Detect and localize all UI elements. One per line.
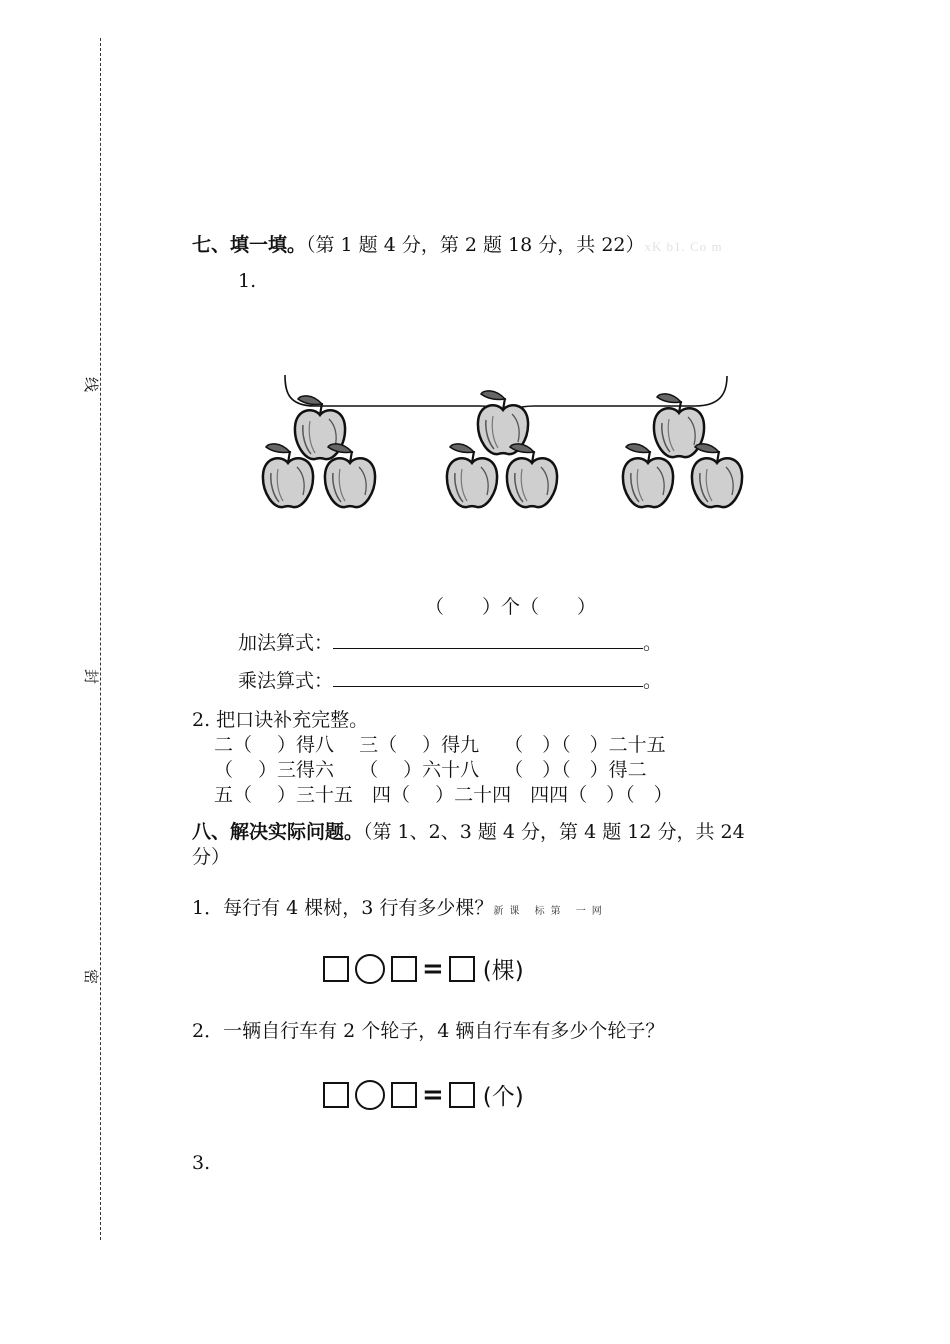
answer-box[interactable] [323,956,349,982]
apple-icon [692,444,742,507]
unit-label: (个) [482,1084,524,1110]
answer-box[interactable] [323,1082,349,1108]
problem-3-label: 3. [192,1152,211,1174]
formula-2 [323,1078,524,1111]
answer-box[interactable] [449,956,475,982]
binding-dashed-line [100,38,101,1240]
section7-scoring: （第 1 题 4 分，第 2 题 18 分，共 22） [306,234,645,256]
equals-sign: = [422,1079,444,1110]
margin-label-secret: 密 [82,968,101,985]
unit-label: (棵) [482,958,524,984]
section8-scoring: （第 1、2、3 题 4 分，第 4 题 12 分，共 24 [363,821,745,843]
watermark-small: 新课 标第 一网 [493,906,608,917]
addition-answer-line[interactable] [333,630,643,649]
multiplication-end-mark: 。 [643,670,663,692]
margin-label-seal: 封 [82,668,101,685]
operator-circle[interactable] [355,1080,385,1110]
problem-1-text: 1．每行有 4 棵树，3 行有多少棵？ [192,897,494,919]
section8-title: 八、解决实际问题。 [192,821,364,843]
q2-title: 2. 把口诀补充完整。 [192,709,369,731]
rhyme-row-3: 五（ ）三十五 四（ ）二十四 四四（ ）（ ） [214,784,673,806]
watermark-text: xK b1. Co m [644,239,723,254]
apple-icon [447,444,497,507]
answer-box[interactable] [449,1082,475,1108]
section7-title: 七、填一填。 [192,234,307,256]
answer-box[interactable] [391,1082,417,1108]
addition-label: 加法算式： [238,632,334,654]
addition-end-mark: 。 [643,632,663,654]
section8-heading [192,817,745,844]
answer-box[interactable] [391,956,417,982]
section8-scoring-cont: 分） [192,846,231,868]
count-blank-line: （ ）个（ ） [425,596,597,618]
problem-1 [192,893,608,920]
formula-1 [323,952,524,985]
q1-label: 1. [238,270,257,292]
problem-2-text: 2．一辆自行车有 2 个轮子，4 辆自行车有多少个轮子？ [192,1020,665,1042]
addition-row [238,628,662,655]
multiplication-answer-line[interactable] [333,668,643,687]
equals-sign: = [422,953,444,984]
multiplication-row [238,666,662,693]
rhyme-row-2: （ ）三得六 （ ）六十八 （ ）（ ）得二 [214,759,647,781]
rhyme-row-1: 二（ ）得八 三（ ）得九 （ ）（ ）二十五 [214,734,666,756]
section7-heading [192,230,723,257]
apples-illustration [255,370,755,525]
multiplication-label: 乘法算式： [238,670,334,692]
operator-circle[interactable] [355,954,385,984]
margin-label-line: 线 [82,376,101,393]
